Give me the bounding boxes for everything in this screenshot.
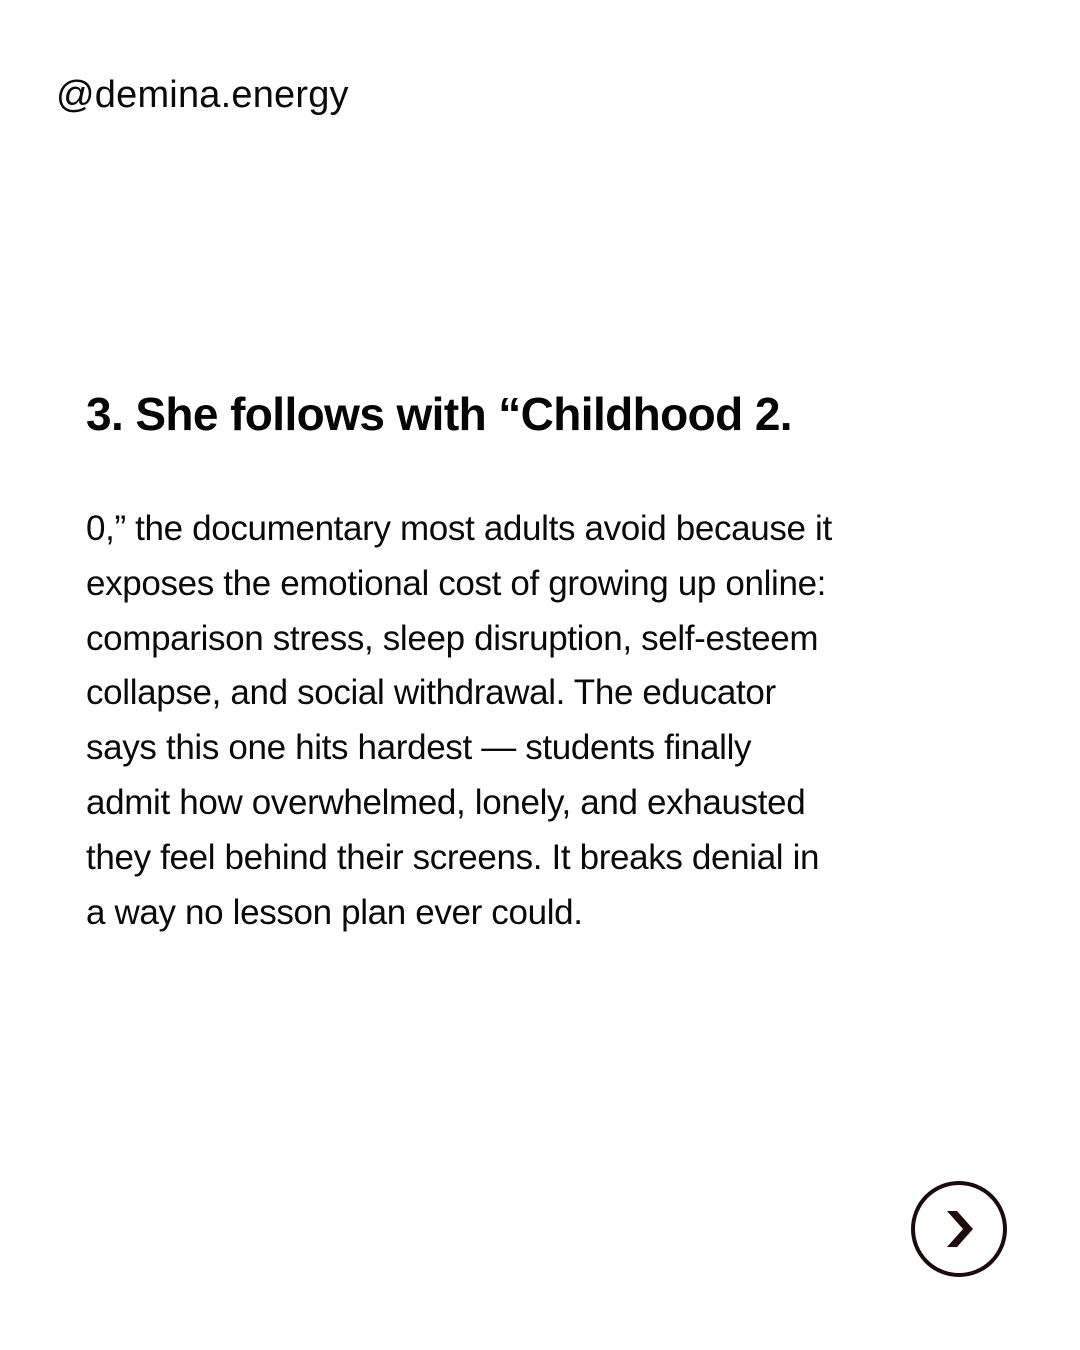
next-slide-button[interactable] [911, 1181, 1007, 1277]
body-line: collapse, and social withdrawal. The educator [86, 673, 776, 713]
slide-heading: 3. She follows with “Childhood 2. [86, 388, 792, 440]
body-line: comparison stress, sleep disruption, self-esteem [86, 618, 819, 658]
account-handle: @demina.energy [56, 74, 349, 116]
body-line: 0,” the documentary most adults avoid because it [86, 509, 832, 548]
body-line: exposes the emotional cost of growing up online: [86, 563, 827, 603]
body-line: a way no lesson plan ever could. [86, 892, 583, 932]
body-line: says this one hits hardest — students finally [86, 728, 752, 768]
chevron-right-icon [941, 1209, 977, 1249]
body-line: admit how overwhelmed, lonely, and exhausted [86, 782, 806, 822]
body-line: they feel behind their screens. It breaks denial in [86, 837, 820, 877]
slide-body [86, 502, 986, 940]
